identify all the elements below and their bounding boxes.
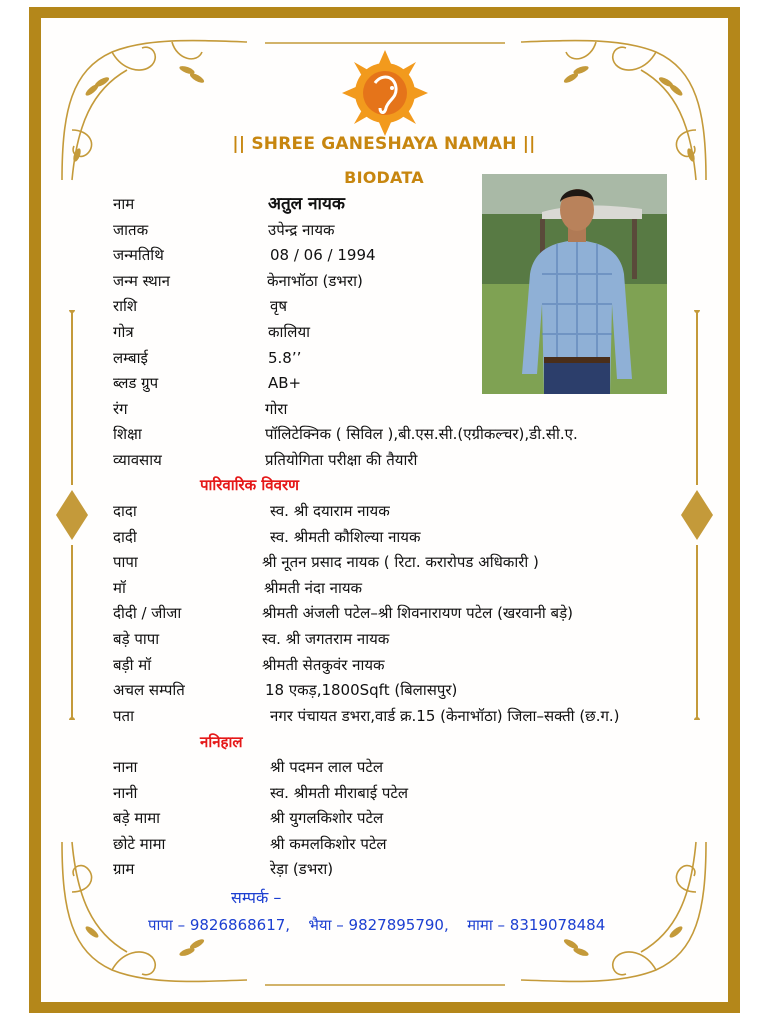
personal-value: पॉलिटेक्निक ( सिविल ),बी.एस.सी.(एग्रीकल्चर),डी.सी.ए. (265, 425, 578, 444)
maternal-value: श्री युगलकिशोर पटेल (270, 809, 384, 828)
contact-numbers (148, 915, 609, 935)
personal-label: गोत्र (113, 323, 134, 341)
family-value: 18 एकड़,1800Sqft (बिलासपुर) (265, 681, 458, 700)
personal-value: वृष (270, 297, 288, 316)
personal-value: गोरा (265, 399, 288, 418)
family-value: श्रीमती अंजली पटेल–श्री शिवनारायण पटेल (खरवानी बड़े) (262, 604, 574, 623)
family-label: अचल सम्पति (113, 681, 185, 700)
family-value: स्व. श्रीमती कौशिल्या नायक (270, 527, 421, 546)
corner-ornament-top-left (52, 30, 252, 190)
family-label: पता (113, 706, 134, 725)
family-value: स्व. श्री जगतराम नायक (262, 630, 390, 648)
personal-label: राशि (113, 297, 138, 316)
invocation-heading: || SHREE GANESHAYA NAMAH || (232, 134, 536, 154)
ganesha-emblem-icon (340, 48, 430, 138)
bottom-divider (265, 982, 505, 988)
family-value: नगर पंचायत डभरा,वार्ड क्र.15 (केनाभॉठा) जिला–सक्ती (छ.ग.) (270, 706, 620, 725)
family-label: दादी (113, 527, 137, 546)
personal-value: 5.8’’ (268, 348, 302, 367)
maternal-value: स्व. श्रीमती मीराबाई पटेल (270, 783, 409, 802)
maternal-label: ग्राम (113, 860, 135, 879)
family-label: दादा (113, 502, 137, 520)
maternal-value: रेड़ा (डभरा) (270, 860, 334, 879)
family-details-heading: पारिवारिक विवरण (200, 476, 299, 494)
personal-label: जातक (113, 220, 149, 239)
personal-label: जन्म स्थान (113, 271, 170, 290)
maternal-label: छोटे मामा (113, 834, 166, 853)
family-label: बड़ी मॉ (113, 655, 152, 674)
maternal-label: नाना (113, 758, 138, 776)
personal-value: कालिया (268, 323, 311, 341)
personal-label: ब्लड ग्रुप (113, 374, 159, 393)
personal-label: नाम (113, 195, 135, 213)
contact-uncle: मामा – 8319078484 (467, 916, 606, 934)
maternal-label: नानी (113, 783, 138, 802)
maternal-family-heading: ननिहाल (200, 733, 243, 751)
contact-father: पापा – 9826868617, (148, 916, 291, 934)
maternal-value: श्री कमलकिशोर पटेल (270, 834, 387, 853)
corner-ornament-bottom-right (516, 832, 716, 992)
page-title: BIODATA (344, 168, 424, 187)
profile-photo (482, 174, 667, 394)
personal-value: 08 / 06 / 1994 (270, 246, 376, 265)
contact-heading: सम्पर्क – (231, 888, 282, 907)
family-value: श्रीमती नंदा नायक (264, 578, 363, 597)
personal-label: रंग (113, 399, 128, 418)
personal-value: केनाभॉठा (डभरा) (267, 271, 363, 290)
top-divider (265, 40, 505, 46)
family-label: मॉ (113, 578, 126, 597)
contact-brother: भैया – 9827895790, (308, 916, 449, 934)
family-label: पापा (113, 553, 138, 572)
side-ornament-right (679, 310, 715, 720)
personal-label: व्यावसाय (113, 451, 162, 469)
family-value: श्रीमती सेतकुवंर नायक (262, 655, 385, 674)
family-value: स्व. श्री दयाराम नायक (270, 502, 390, 520)
side-ornament-left (54, 310, 90, 720)
personal-label: लम्बाई (113, 348, 148, 367)
personal-value: उपेन्द्र नायक (268, 220, 335, 239)
personal-label: शिक्षा (113, 425, 142, 444)
family-value: श्री नूतन प्रसाद नायक ( रिटा. करारोपड अधिकारी ) (262, 553, 539, 572)
personal-label: जन्मतिथि (113, 246, 164, 265)
maternal-value: श्री पदमन लाल पटेल (270, 758, 384, 776)
personal-value: प्रतियोगिता परीक्षा की तैयारी (265, 451, 418, 469)
family-label: दीदी / जीजा (113, 604, 182, 623)
corner-ornament-top-right (516, 30, 716, 190)
corner-ornament-bottom-left (52, 832, 252, 992)
maternal-label: बड़े मामा (113, 809, 161, 828)
personal-value: AB+ (268, 374, 302, 393)
personal-value: अतुल नायक (268, 194, 345, 214)
family-label: बड़े पापा (113, 630, 160, 648)
